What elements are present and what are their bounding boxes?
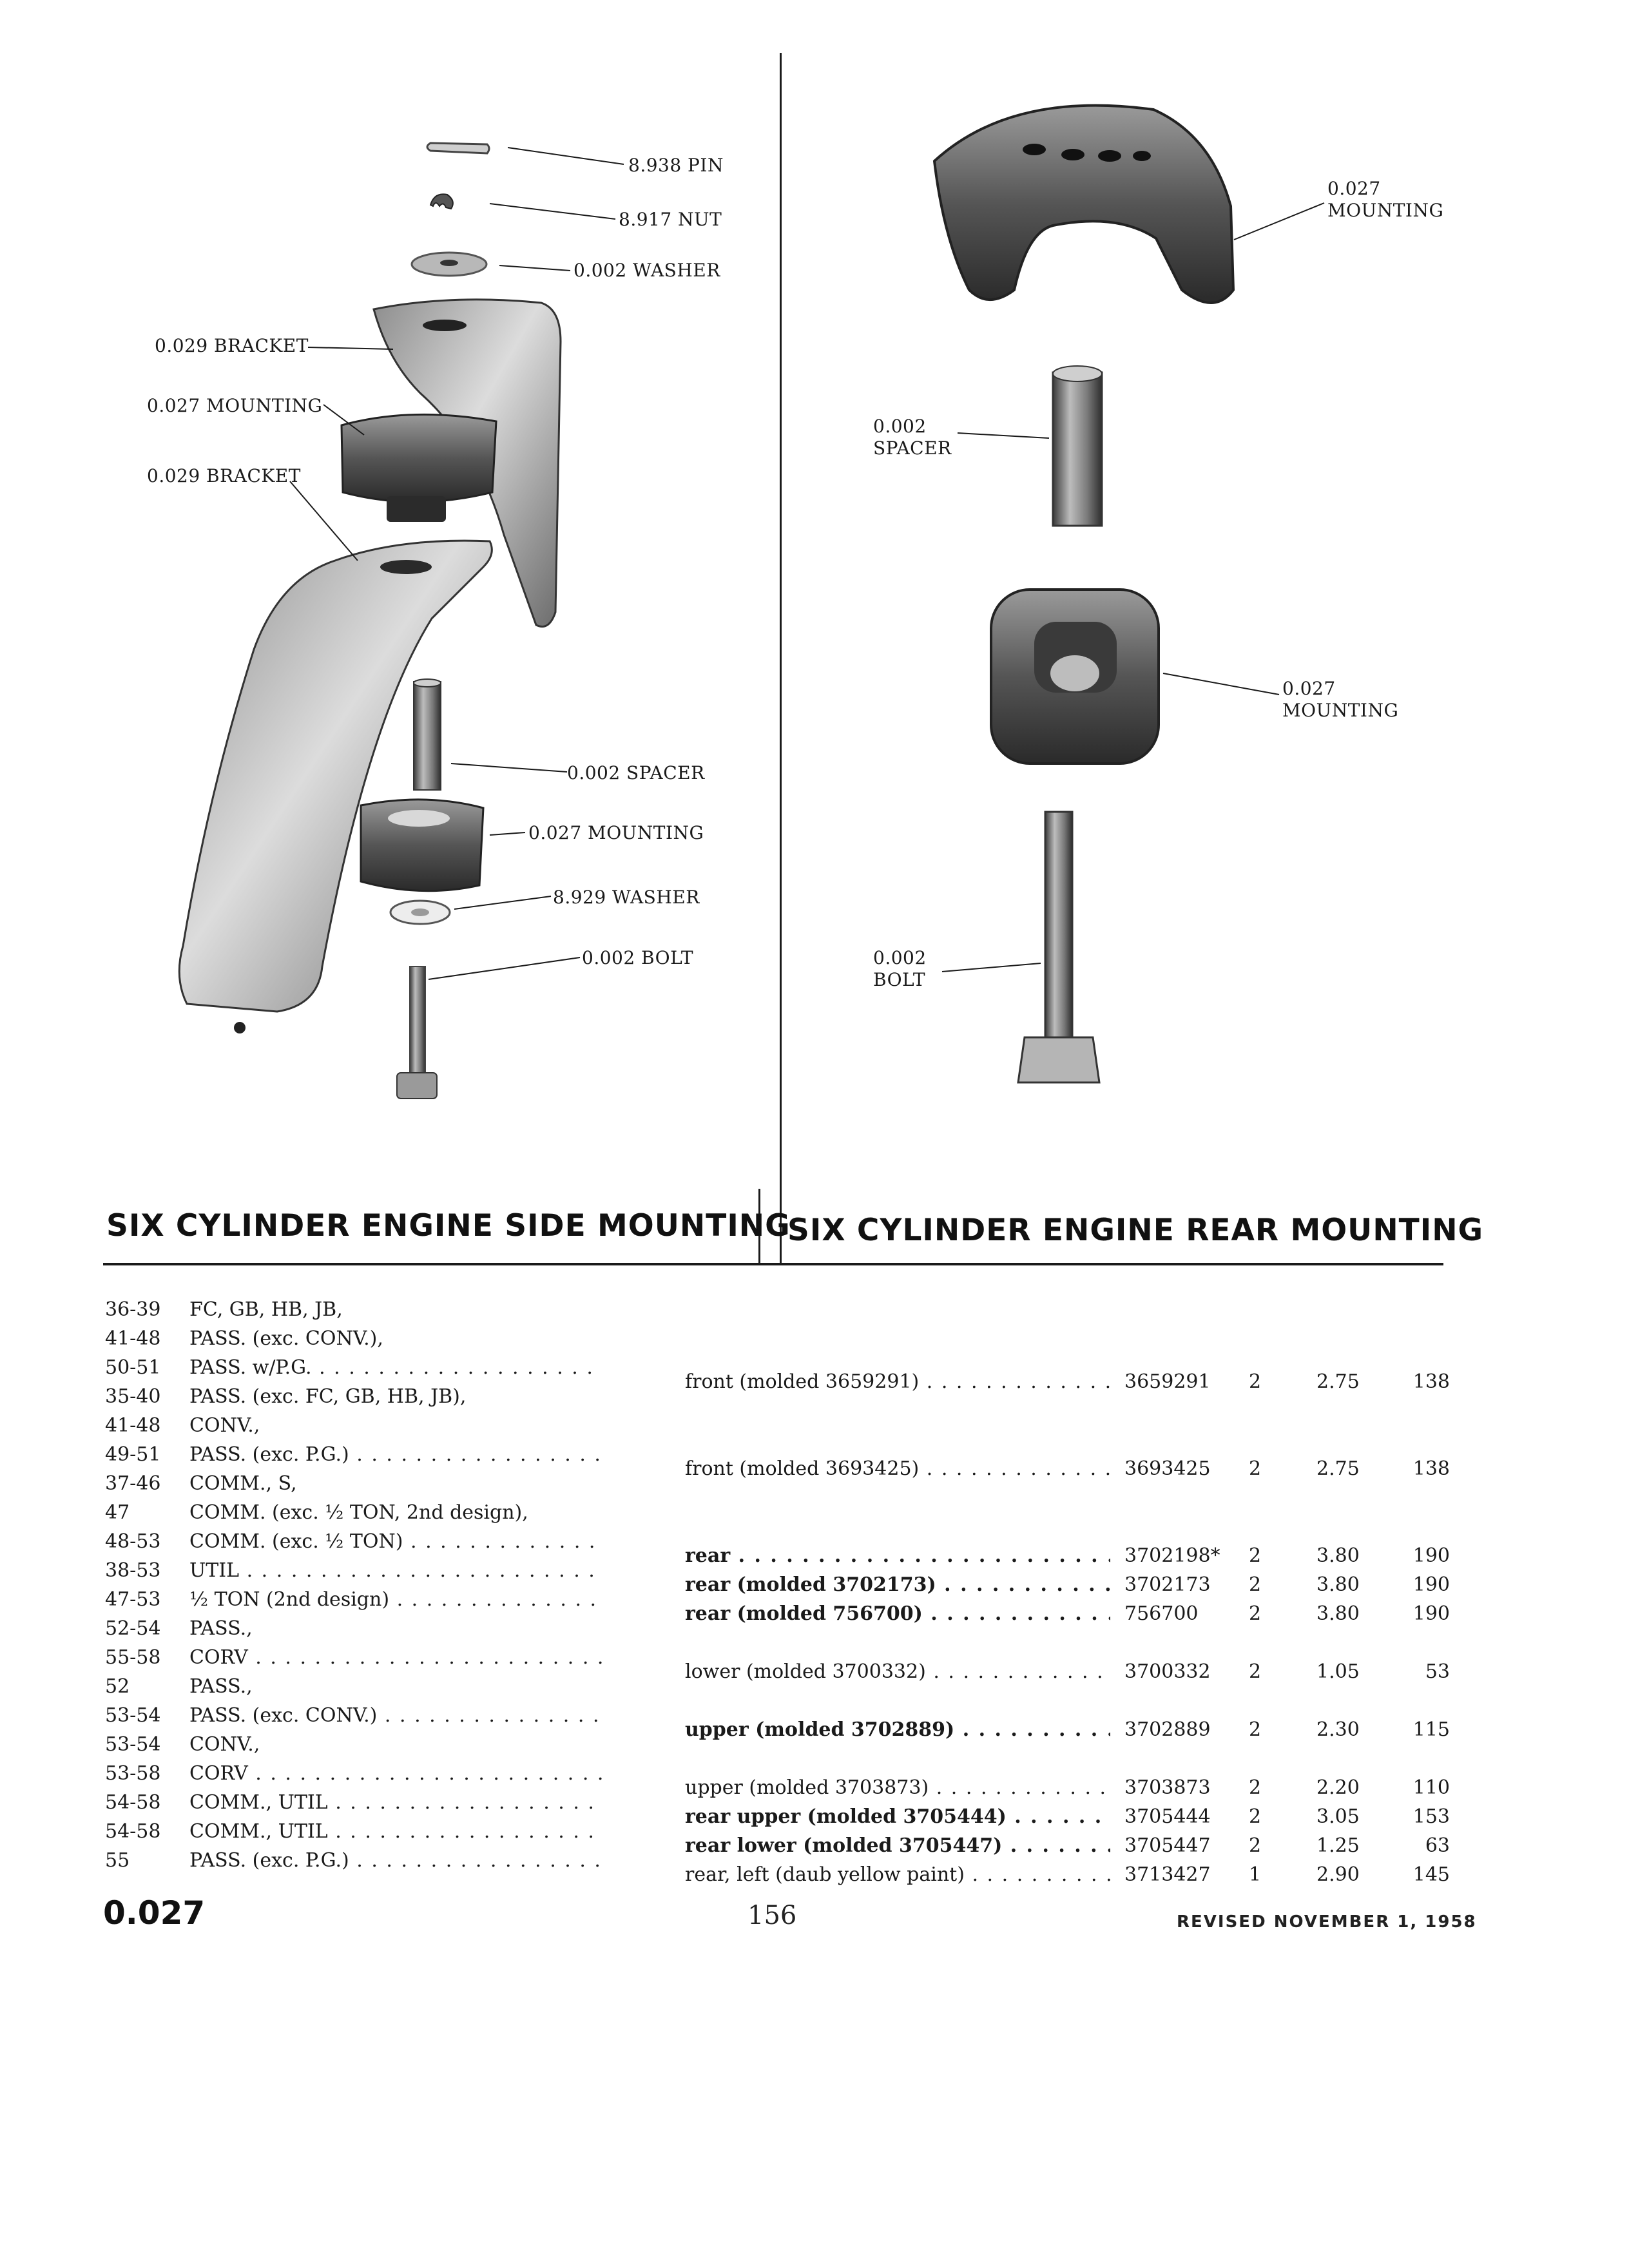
table-row bbox=[0, 1556, 1629, 1596]
row-years: 35-40 bbox=[105, 1385, 161, 1408]
row-years: 52-54 bbox=[105, 1617, 161, 1640]
row-years: 50-51 bbox=[105, 1356, 161, 1379]
row-part-number: 3703873 bbox=[1124, 1776, 1211, 1799]
row-part-number: 3659291 bbox=[1124, 1370, 1211, 1393]
callout-bolt-right-number: 0.002 bbox=[873, 947, 927, 968]
row-description: rear lower (molded 3705447) . . . bbox=[685, 1831, 1110, 1861]
table-row bbox=[0, 1295, 1629, 1325]
revised-date: REVISED NOVEMBER 1, 1958 bbox=[1177, 1912, 1477, 1932]
table-row bbox=[0, 1469, 1629, 1499]
panel-divider-vertical bbox=[780, 53, 782, 1265]
row-years: 49-51 bbox=[105, 1443, 161, 1466]
row-years: 36-39 bbox=[105, 1298, 161, 1321]
row-weight: 153 bbox=[1412, 1805, 1450, 1828]
row-quantity: 1 bbox=[1249, 1863, 1262, 1886]
row-price: 2.20 bbox=[1316, 1776, 1360, 1799]
callout-bracket-upper: 0.029 BRACKET bbox=[155, 335, 309, 356]
row-quantity: 2 bbox=[1249, 1805, 1262, 1828]
row-quantity: 2 bbox=[1249, 1573, 1262, 1596]
row-years: 55-58 bbox=[105, 1646, 161, 1669]
table-row bbox=[0, 1759, 1629, 1799]
section-title-side-mounting: SIX CYLINDER ENGINE SIDE MOUNTING bbox=[106, 1208, 791, 1244]
leader-lines-right bbox=[942, 203, 1324, 972]
callout-bolt-right bbox=[873, 947, 927, 991]
row-quantity: 2 bbox=[1249, 1718, 1262, 1741]
row-part-number: 756700 bbox=[1124, 1602, 1199, 1625]
row-part-number: 3693425 bbox=[1124, 1457, 1211, 1480]
row-part-number: 3713427 bbox=[1124, 1863, 1211, 1886]
table-row bbox=[0, 1701, 1629, 1741]
mounting-lower-icon bbox=[361, 800, 483, 891]
callout-spacer-right bbox=[873, 416, 952, 459]
table-row bbox=[0, 1672, 1629, 1702]
table-row bbox=[0, 1411, 1629, 1441]
row-weight: 110 bbox=[1412, 1776, 1450, 1799]
row-years: 54-58 bbox=[105, 1820, 161, 1843]
group-number: 0.027 bbox=[103, 1894, 206, 1932]
callout-mounting-upper: 0.027 MOUNTING bbox=[147, 395, 323, 416]
row-models: COMM., UTIL . . . bbox=[189, 1788, 602, 1818]
row-price: 2.30 bbox=[1316, 1718, 1360, 1741]
row-description: lower (molded 3700332) . . . bbox=[685, 1657, 1110, 1687]
row-years: 38-53 bbox=[105, 1559, 161, 1582]
row-years: 37-46 bbox=[105, 1472, 161, 1495]
table-row bbox=[0, 1498, 1629, 1528]
row-models: ½ TON (2nd design) . . . bbox=[189, 1585, 602, 1615]
table-row bbox=[0, 1730, 1629, 1760]
row-quantity: 2 bbox=[1249, 1776, 1262, 1799]
row-models: CORV . . . bbox=[189, 1643, 602, 1673]
table-row bbox=[0, 1846, 1629, 1886]
row-description: front (molded 3693425) . . . bbox=[685, 1454, 1110, 1484]
row-part-number: 3705444 bbox=[1124, 1805, 1211, 1828]
bolt-icon bbox=[397, 966, 437, 1099]
row-years: 52 bbox=[105, 1675, 130, 1698]
row-weight: 145 bbox=[1412, 1863, 1450, 1886]
row-description: rear . . . bbox=[685, 1541, 1110, 1571]
bolt-right-icon bbox=[1018, 812, 1099, 1082]
callout-spacer-right-label: SPACER bbox=[873, 437, 952, 459]
row-years: 47 bbox=[105, 1501, 130, 1524]
callout-mounting-mid bbox=[1282, 678, 1398, 722]
header-divider-horizontal bbox=[103, 1263, 1443, 1265]
callout-spacer-right-number: 0.002 bbox=[873, 416, 927, 437]
row-weight: 138 bbox=[1412, 1370, 1450, 1393]
row-price: 1.25 bbox=[1316, 1834, 1360, 1857]
table-row bbox=[0, 1788, 1629, 1828]
row-years: 48-53 bbox=[105, 1530, 161, 1553]
row-part-number: 3702173 bbox=[1124, 1573, 1211, 1596]
row-description: upper (molded 3703873) . . . bbox=[685, 1773, 1110, 1803]
table-row bbox=[0, 1440, 1629, 1480]
row-description: rear (molded 3702173) . . . bbox=[685, 1570, 1110, 1600]
row-years: 47-53 bbox=[105, 1588, 161, 1611]
row-models: UTIL . . . bbox=[189, 1556, 602, 1586]
row-models: PASS., bbox=[189, 1617, 253, 1640]
callout-bracket-lower: 0.029 BRACKET bbox=[147, 465, 301, 486]
washer-bottom-icon bbox=[390, 901, 450, 924]
spacer-icon bbox=[414, 679, 441, 790]
row-quantity: 2 bbox=[1249, 1370, 1262, 1393]
row-weight: 63 bbox=[1425, 1834, 1450, 1857]
row-models: PASS. (exc. P.G.) . . . bbox=[189, 1846, 602, 1876]
callout-washer-top: 0.002 WASHER bbox=[574, 260, 720, 281]
row-models: CORV . . . bbox=[189, 1759, 602, 1789]
callout-bolt-right-label: BOLT bbox=[873, 969, 926, 990]
pin-icon bbox=[427, 143, 489, 153]
spacer-right-icon bbox=[1053, 366, 1102, 526]
table-row bbox=[0, 1585, 1629, 1625]
row-models: PASS. (exc. CONV.) . . . bbox=[189, 1701, 602, 1731]
row-weight: 190 bbox=[1412, 1573, 1450, 1596]
row-description: rear, left (daub yellow paint) . . . bbox=[685, 1860, 1110, 1890]
callout-spacer: 0.002 SPACER bbox=[567, 762, 705, 783]
row-price: 1.05 bbox=[1316, 1660, 1360, 1683]
row-weight: 138 bbox=[1412, 1457, 1450, 1480]
row-price: 3.05 bbox=[1316, 1805, 1360, 1828]
parts-table bbox=[0, 1295, 1629, 1886]
washer-icon bbox=[412, 253, 487, 276]
row-price: 3.80 bbox=[1316, 1602, 1360, 1625]
callout-mounting-top-label: MOUNTING bbox=[1327, 200, 1444, 221]
row-price: 2.90 bbox=[1316, 1863, 1360, 1886]
row-weight: 53 bbox=[1425, 1660, 1450, 1683]
row-years: 53-58 bbox=[105, 1762, 161, 1785]
row-description: rear (molded 756700) . . . bbox=[685, 1599, 1110, 1629]
row-years: 55 bbox=[105, 1849, 130, 1872]
row-models: CONV., bbox=[189, 1733, 260, 1756]
row-description: rear upper (molded 3705444) . . . bbox=[685, 1802, 1110, 1832]
bracket-lower-icon bbox=[179, 541, 492, 1033]
row-price: 2.75 bbox=[1316, 1370, 1360, 1393]
row-models: COMM., UTIL . . . bbox=[189, 1817, 602, 1847]
row-price: 3.80 bbox=[1316, 1573, 1360, 1596]
callout-mounting-mid-label: MOUNTING bbox=[1282, 700, 1399, 721]
row-weight: 190 bbox=[1412, 1544, 1450, 1567]
row-models: PASS. (exc. P.G.) . . . bbox=[189, 1440, 602, 1470]
table-row bbox=[0, 1817, 1629, 1857]
row-description: upper (molded 3702889) . . . bbox=[685, 1715, 1110, 1745]
row-quantity: 2 bbox=[1249, 1457, 1262, 1480]
row-years: 41-48 bbox=[105, 1327, 161, 1350]
row-years: 53-54 bbox=[105, 1733, 161, 1756]
row-models: COMM. (exc. ½ TON) . . . bbox=[189, 1527, 602, 1557]
mounting-upper-icon bbox=[342, 414, 496, 522]
row-models: FC, GB, HB, JB, bbox=[189, 1298, 343, 1321]
row-years: 53-54 bbox=[105, 1704, 161, 1727]
row-description: front (molded 3659291) . . . bbox=[685, 1367, 1110, 1397]
row-part-number: 3705447 bbox=[1124, 1834, 1211, 1857]
page-number: 156 bbox=[747, 1901, 797, 1930]
row-quantity: 2 bbox=[1249, 1660, 1262, 1683]
row-part-number: 3702198* bbox=[1124, 1544, 1220, 1567]
row-models: PASS. (exc. CONV.), bbox=[189, 1327, 383, 1350]
row-quantity: 2 bbox=[1249, 1834, 1262, 1857]
row-models: PASS. w/P.G. . . . bbox=[189, 1353, 602, 1383]
row-part-number: 3702889 bbox=[1124, 1718, 1211, 1741]
callout-nut: 8.917 NUT bbox=[619, 209, 722, 230]
row-price: 3.80 bbox=[1316, 1544, 1360, 1567]
row-weight: 190 bbox=[1412, 1602, 1450, 1625]
table-row bbox=[0, 1324, 1629, 1354]
nut-icon bbox=[430, 194, 453, 209]
table-row bbox=[0, 1643, 1629, 1683]
row-models: COMM. (exc. ½ TON, 2nd design), bbox=[189, 1501, 528, 1524]
row-part-number: 3700332 bbox=[1124, 1660, 1211, 1683]
row-price: 2.75 bbox=[1316, 1457, 1360, 1480]
table-row bbox=[0, 1353, 1629, 1393]
callout-mounting-lower: 0.027 MOUNTING bbox=[528, 822, 704, 843]
row-years: 54-58 bbox=[105, 1791, 161, 1814]
row-quantity: 2 bbox=[1249, 1602, 1262, 1625]
callout-washer-bottom: 8.929 WASHER bbox=[553, 887, 700, 908]
callout-mounting-top bbox=[1327, 178, 1443, 222]
mounting-mid-icon bbox=[991, 590, 1159, 764]
row-models: PASS. (exc. FC, GB, HB, JB), bbox=[189, 1385, 467, 1408]
table-row bbox=[0, 1527, 1629, 1567]
table-row bbox=[0, 1382, 1629, 1412]
section-title-rear-mounting: SIX CYLINDER ENGINE REAR MOUNTING bbox=[787, 1213, 1484, 1248]
row-years: 41-48 bbox=[105, 1414, 161, 1437]
callout-bolt: 0.002 BOLT bbox=[582, 947, 694, 968]
mounting-top-icon bbox=[934, 106, 1233, 303]
callout-pin: 8.938 PIN bbox=[628, 155, 724, 176]
row-models: PASS., bbox=[189, 1675, 253, 1698]
row-models: COMM., S, bbox=[189, 1472, 297, 1495]
row-weight: 115 bbox=[1412, 1718, 1450, 1741]
row-quantity: 2 bbox=[1249, 1544, 1262, 1567]
callout-mounting-mid-number: 0.027 bbox=[1282, 678, 1336, 699]
row-models: CONV., bbox=[189, 1414, 260, 1437]
table-row bbox=[0, 1614, 1629, 1644]
callout-mounting-top-number: 0.027 bbox=[1327, 178, 1381, 199]
